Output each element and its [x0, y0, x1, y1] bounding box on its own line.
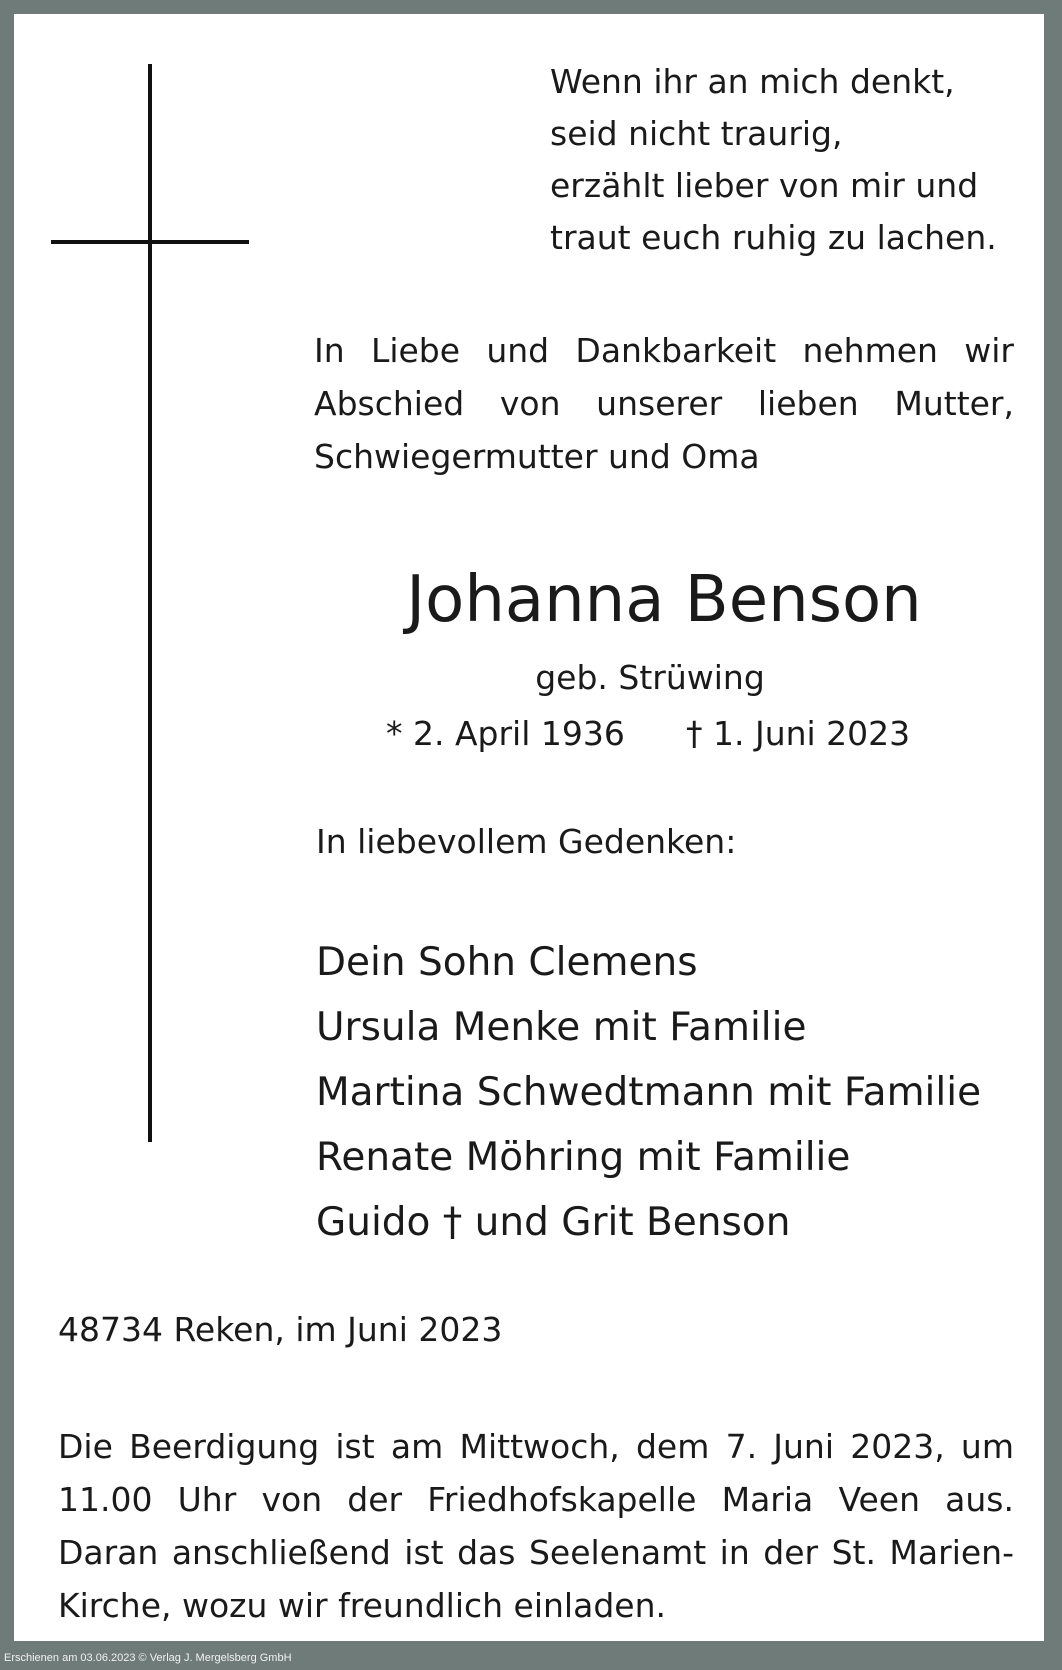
poem: [550, 56, 1030, 264]
cross-icon: [148, 64, 152, 1142]
funeral-notice: Die Beerdigung ist am Mittwoch, dem 7. Juni 2023, um 11.00 Uhr von der Friedhofskapelle Maria Veen aus. Daran anschließend ist das Seelenamt in der St. Marien-Kirche, wozu wir freundlich einladen.: [58, 1427, 1014, 1625]
obituary-card: [14, 14, 1044, 1641]
poem-line: erzählt lieber von mir und: [550, 166, 979, 205]
place-date: 48734 Reken, im Juni 2023: [58, 1310, 503, 1349]
poem-line: seid nicht traurig,: [550, 114, 843, 153]
birth-date: * 2. April 1936: [386, 714, 625, 753]
mourners-list: [316, 930, 981, 1255]
poem-line: Wenn ihr an mich denkt,: [550, 62, 955, 101]
deceased-name: Johanna Benson: [406, 563, 922, 637]
death-date: † 1. Juni 2023: [686, 714, 911, 753]
memory-line: In liebevollem Gedenken:: [316, 822, 737, 861]
mourner-item: Martina Schwedtmann mit Familie: [316, 1070, 982, 1115]
publication-footer: Erschienen am 03.06.2023 © Verlag J. Mergelsberg GmbH: [4, 1652, 292, 1664]
mourner-item: Ursula Menke mit Familie: [316, 1005, 807, 1050]
mourner-item: Renate Möhring mit Familie: [316, 1135, 851, 1180]
cross-icon-bar: [51, 240, 249, 244]
mourner-item: Guido † und Grit Benson: [316, 1200, 791, 1245]
maiden-name: geb. Strüwing: [535, 658, 765, 697]
intro-text: In Liebe und Dankbarkeit nehmen wir Abschied von unserer lieben Mutter, Schwiegermutter und Oma: [314, 331, 1014, 476]
mourner-item: Dein Sohn Clemens: [316, 940, 698, 985]
poem-line: traut euch ruhig zu lachen.: [550, 218, 997, 257]
